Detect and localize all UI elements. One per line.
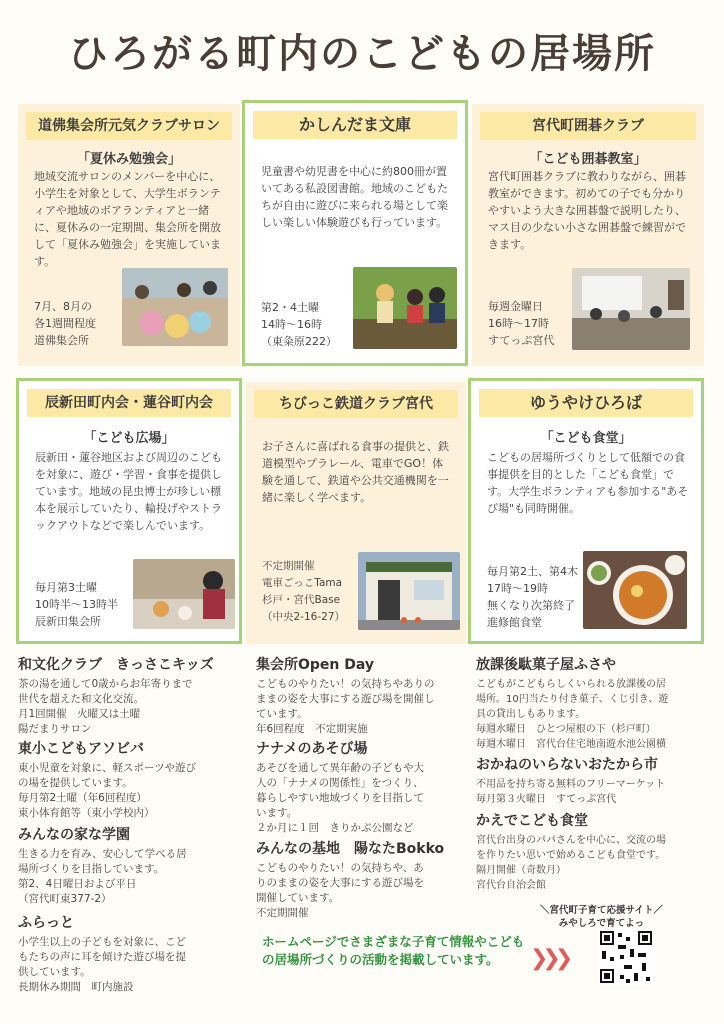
activity-text: こどものやりたい！の気持ちやありの ままの姿を大事にする遊び場を開催し ています。 年6回程度 不定期実施 [256,678,435,735]
section-kaede [476,810,666,893]
card-subtitle: 「夏休み勉強会」 [76,152,181,167]
card-title: ゆうやけひろば [479,389,693,417]
qr-code-icon[interactable] [598,929,654,985]
activity-title: 東小こどもアソビバ [18,741,144,757]
activity-text: 宮代台出身のパパさんを中心に、交流の場 を作りたい思いで始めるこども食堂です。 隔月開催（奇数月） 宮代台自治会館 [476,835,666,891]
card-description: お子さんに喜ばれる食事の提供と、鉄道模型やプラレール、電車でGO！体験を通して、鉄道や公共交通機関を一緒に楽しく学べます。 [262,440,449,504]
activity-title: 集会所Open Day [256,657,375,673]
card-title: 道佛集会所元気クラブサロン [26,112,232,140]
photo-igo-class [572,268,690,350]
site-label: ＼宮代町子育て応援サイト／ みやしろで育てよっ [540,905,663,929]
activity-text: 生きる力を育み、安心して学べる居 場所づくりを目指しています。 第2、4日曜日および平日 （宮代町東377-2） [18,848,187,905]
card-description: 宮代町囲碁クラブに教わりながら、囲碁教室ができます。初めての子でも分かりやすいよう大きな囲碁盤で説明したり、マス目の少ない小さな囲碁盤で練習ができます。 [488,170,686,251]
section-otakaraichi [476,754,665,807]
card-subtitle: 「こども囲碁教室」 [529,152,647,167]
section-fusaya [476,654,668,752]
card-schedule: 毎週金曜日 16時〜17時 すてっぷ宮代 [488,300,555,347]
section-naname [256,738,424,836]
activity-text: 東小児童を対象に、軽スポーツや遊び の場を提供しています。 毎月第2土曜（年6回程度） 東小体育館等（東小学校内） [18,762,197,819]
activity-title: かえでこども食堂 [476,813,588,829]
card-schedule: 7月、8月の 各1週間程度 道佛集会所 [34,300,96,347]
activity-text: 小学生以上の子どもを対象に、こど もたちの声に耳を傾けた遊び場を提 供しています。 長期休み期間 町内施設 [18,936,186,993]
card-railway [246,382,466,644]
card-title: 宮代町囲碁クラブ [480,112,696,140]
card-tatsushinden [16,378,242,644]
activity-title: おかねのいらないおたから市 [476,757,658,773]
activity-text: 不用品を持ち寄る無料のフリーマーケット 毎月第３火曜日 すてっぷ宮代 [476,779,666,805]
card-dobutsu [18,104,240,366]
card-description: こどもの居場所づくりとして低額での食事提供を目的とした「こども食堂」です。大学生ボランティアも参加する"あそび場"も同時開催。 [487,451,689,515]
activity-title: 放課後駄菓子屋ふさや [476,657,616,673]
photo-garden [353,267,457,349]
activity-title: みんなの家な学園 [18,827,130,843]
card-igo [472,104,704,366]
photo-study-group [122,268,228,346]
card-subtitle: 「こども広場」 [83,431,175,446]
card-schedule: 不定期開催 電車ごっこTama 杉戸・宮代Base （中央2-16-27） [262,560,345,623]
activity-text: 茶の湯を通して0歳からお年寄りまで 世代を超えた和文化交流。 月1回開催 火曜又は土曜 陽だまりサロン [18,678,193,735]
card-description: 地域交流サロンのメンバーを中心に、小学生を対象として、大学生ボランティアや地域のボアランティアと一緒に、夏休みの一定期間、集会所を開放して「夏休み勉強会」を実施しています。 [34,170,221,268]
activity-title: ナナメのあそび場 [256,741,368,757]
card-schedule: 第2・4土曜 14時〜16時 （東粂原222） [261,301,337,348]
card-title: 辰新田町内会・蓮谷町内会 [27,389,231,417]
card-description: 児童書や幼児書を中心に約800冊が置いてある私設図書館。地域のこどもたちが自由に遊びに来られる場として楽しい楽しい体験遊びも行っています。 [261,165,448,229]
homepage-notice: ホームページでさまざまな子育て情報やこどもの居場所づくりの活動を掲載しています。 [262,934,525,967]
activity-title: みんなの基地 陽なたBokko [256,841,445,857]
card-subtitle: 「こども食堂」 [540,431,632,446]
section-bokko [256,838,444,921]
section-furatto [18,912,186,995]
card-yuyake [468,378,704,644]
activity-title: 和文化クラブ きっさこキッズ [18,657,214,673]
card-schedule: 毎月第2土、第4木 17時〜19時 無くなり次第終了 進修館食堂 [487,565,578,629]
section-higashisho [18,738,196,821]
photo-railway-base [358,552,460,630]
photo-curry [583,551,687,629]
page-title: ひろがる町内のこどもの居場所 [68,31,656,77]
card-kashindama [242,100,468,366]
section-kissako [18,654,214,737]
section-minnanoie [18,824,187,907]
activity-text: こどものやりたい！の気持ちや、あ りのままの姿を大事にする遊び場を 開催しています。 不定期開催 [256,862,424,919]
card-title: かしんだま文庫 [253,111,457,139]
card-title: ちびっこ鉄道クラブ宮代 [254,390,458,418]
card-description: 辰新田・蓮谷地区および周辺のこどもを対象に、遊び・学習・食事を提供しています。地域の昆虫博士が珍しい標本を展示していたり、輪投げやストラックアウトなどで楽しんでいます。 [35,451,222,532]
photo-children-meal [133,559,235,629]
activity-title: ふらっと [18,915,74,931]
activity-text: あそびを通して異年齢の子どもや大 人の「ナナメの関係性」をつくり、 暮らしやすい地域づくりを目指して います。 ２か月に１回 きりかぶ公園など [256,762,424,834]
card-schedule: 毎月第3土曜 10時半〜13時半 辰新田集会所 [35,581,118,628]
activity-text: こどもがこどもらしくいられる放課後の居 場所。10円当たり付き菓子、くじ引き、遊 具の貸出しもあります。 毎週水曜日 ひとつ屋根の下（杉戸町） 毎週木曜日 宮代台住宅地南遊水池公園横 [476,679,669,750]
arrow-icon: ❯❯❯ [530,946,568,971]
section-openday [256,654,435,737]
